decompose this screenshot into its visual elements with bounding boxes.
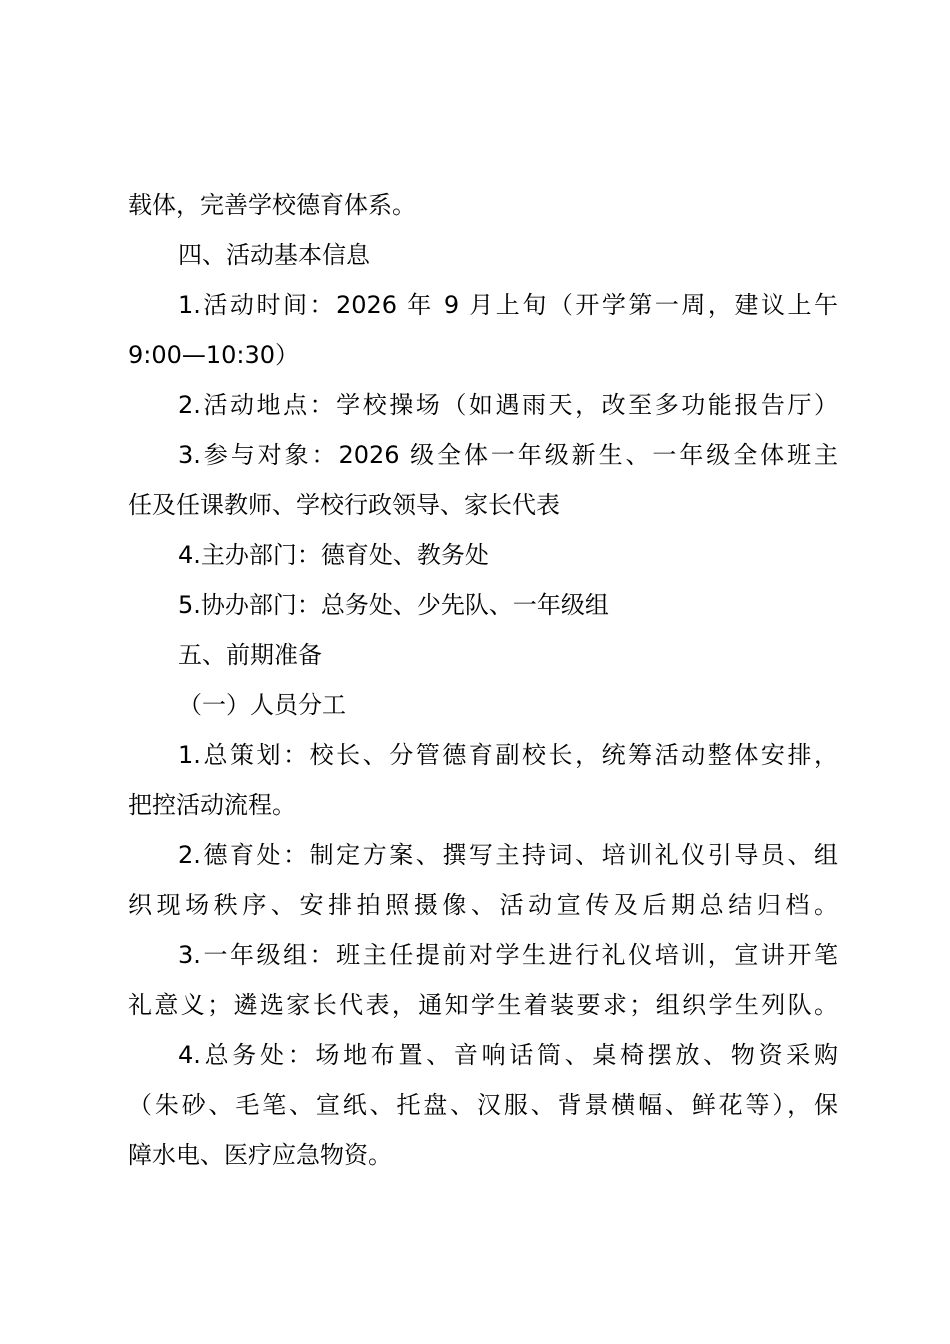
section-heading: 五、前期准备 <box>178 641 322 669</box>
paragraph-line: 任及任课教师、学校行政领导、家长代表 <box>128 491 560 519</box>
paragraph-line: 织现场秩序、安排拍照摄像、活动宣传及后期总结归档。 <box>128 891 838 919</box>
paragraph-line: 4.主办部门：德育处、教务处 <box>178 541 489 569</box>
paragraph-line: 5.协办部门：总务处、少先队、一年级组 <box>178 591 609 619</box>
paragraph-line: 礼意义；遴选家长代表，通知学生着装要求；组织学生列队。 <box>128 991 838 1019</box>
paragraph-line: 障水电、医疗应急物资。 <box>128 1141 392 1169</box>
paragraph-line: 9:00—10:30） <box>128 341 300 369</box>
section-heading: 四、活动基本信息 <box>178 241 370 269</box>
paragraph-line: 2.活动地点：学校操场（如遇雨天，改至多功能报告厅） <box>178 391 838 419</box>
paragraph-line: 1.活动时间：2026 年 9 月上旬（开学第一周，建议上午 <box>178 291 838 319</box>
paragraph-line: 2.德育处：制定方案、撰写主持词、培训礼仪引导员、组 <box>178 841 838 869</box>
subsection-heading: （一）人员分工 <box>178 691 346 719</box>
paragraph-line: 4.总务处：场地布置、音响话筒、桌椅摆放、物资采购 <box>178 1041 838 1069</box>
paragraph-line: （朱砂、毛笔、宣纸、托盘、汉服、背景横幅、鲜花等），保 <box>128 1091 838 1119</box>
paragraph-line: 1.总策划：校长、分管德育副校长，统筹活动整体安排， <box>178 741 838 769</box>
paragraph-line: 3.一年级组：班主任提前对学生进行礼仪培训，宣讲开笔 <box>178 941 838 969</box>
paragraph-line: 载体，完善学校德育体系。 <box>128 191 416 219</box>
paragraph-line: 3.参与对象：2026 级全体一年级新生、一年级全体班主 <box>178 441 838 469</box>
paragraph-line: 把控活动流程。 <box>128 791 296 819</box>
